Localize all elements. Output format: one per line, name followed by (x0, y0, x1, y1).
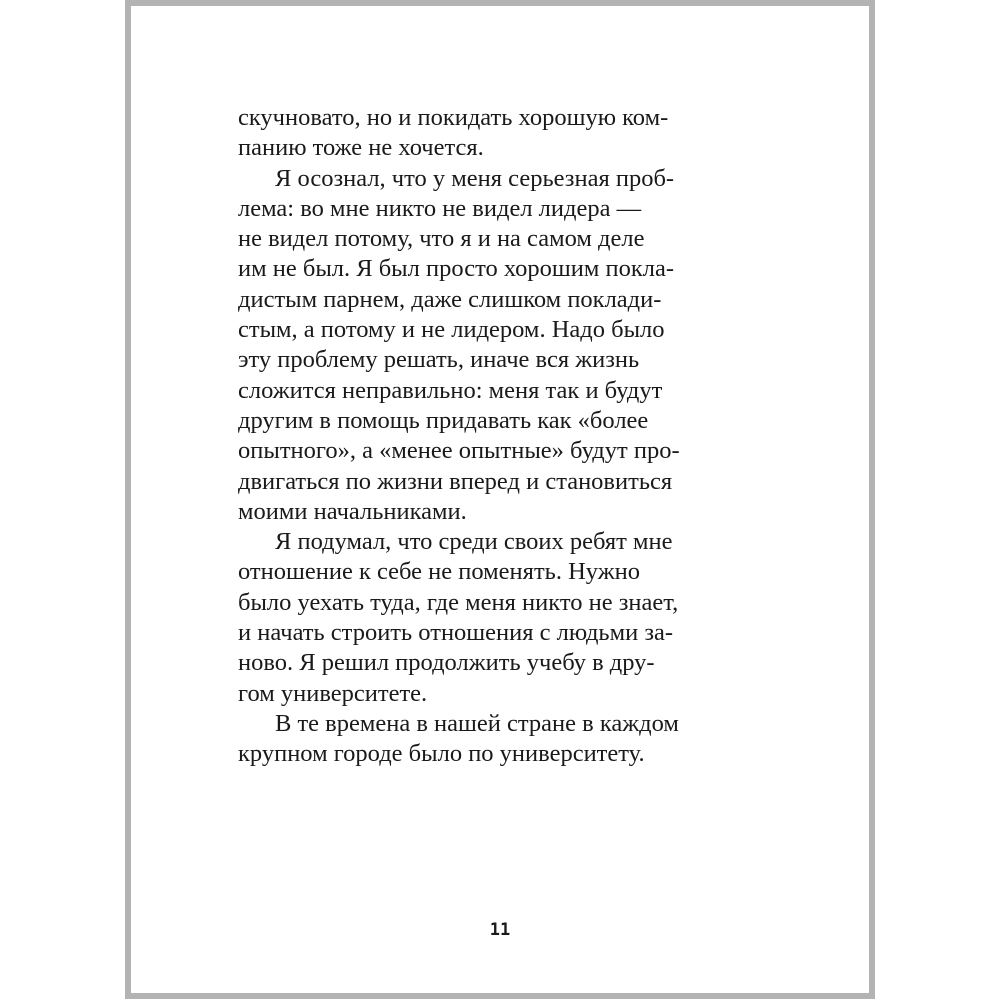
text-line: другим в помощь придавать как «более (238, 406, 649, 434)
text-line: ново. Я решил продолжить учебу в дру- (238, 649, 655, 677)
text-line: двигаться по жизни вперед и становиться (238, 467, 673, 495)
page-number: 11 (489, 920, 511, 940)
text-line: моими начальниками. (238, 497, 467, 525)
text-line: гом университете. (238, 679, 428, 707)
paragraph-first-line: В те времена в нашей стране в каждом (275, 709, 679, 737)
text-line: стым, а потому и не лидером. Надо было (238, 316, 665, 344)
paragraph-first-line: Я подумал, что среди своих ребят мне (275, 528, 673, 556)
text-line: эту проблему решать, иначе вся жизнь (238, 346, 640, 374)
text-line: отношение к себе не поменять. Нужно (238, 558, 640, 586)
text-line: лема: во мне никто не видел лидера — (238, 194, 642, 222)
text-line: сложится неправильно: меня так и будут (238, 376, 663, 404)
text-line: панию тоже не хочется. (238, 134, 484, 162)
text-line: опытного», а «менее опытные» будут про- (238, 437, 680, 465)
body-text (238, 103, 758, 770)
text-line: дистым парнем, даже слишком поклади- (238, 285, 662, 313)
paragraph-first-line: Я осознал, что у меня серьезная проб- (275, 164, 675, 192)
text-line: скучновато, но и покидать хорошую ком- (238, 104, 669, 131)
text-line: и начать строить отношения с людьми за- (238, 619, 674, 647)
text-line: не видел потому, что я и на самом деле (238, 225, 645, 253)
text-line: им не был. Я был просто хорошим покла- (238, 255, 675, 283)
text-line: было уехать туда, где меня никто не знает, (238, 588, 679, 616)
text-line: крупном городе было по университету. (238, 740, 645, 768)
